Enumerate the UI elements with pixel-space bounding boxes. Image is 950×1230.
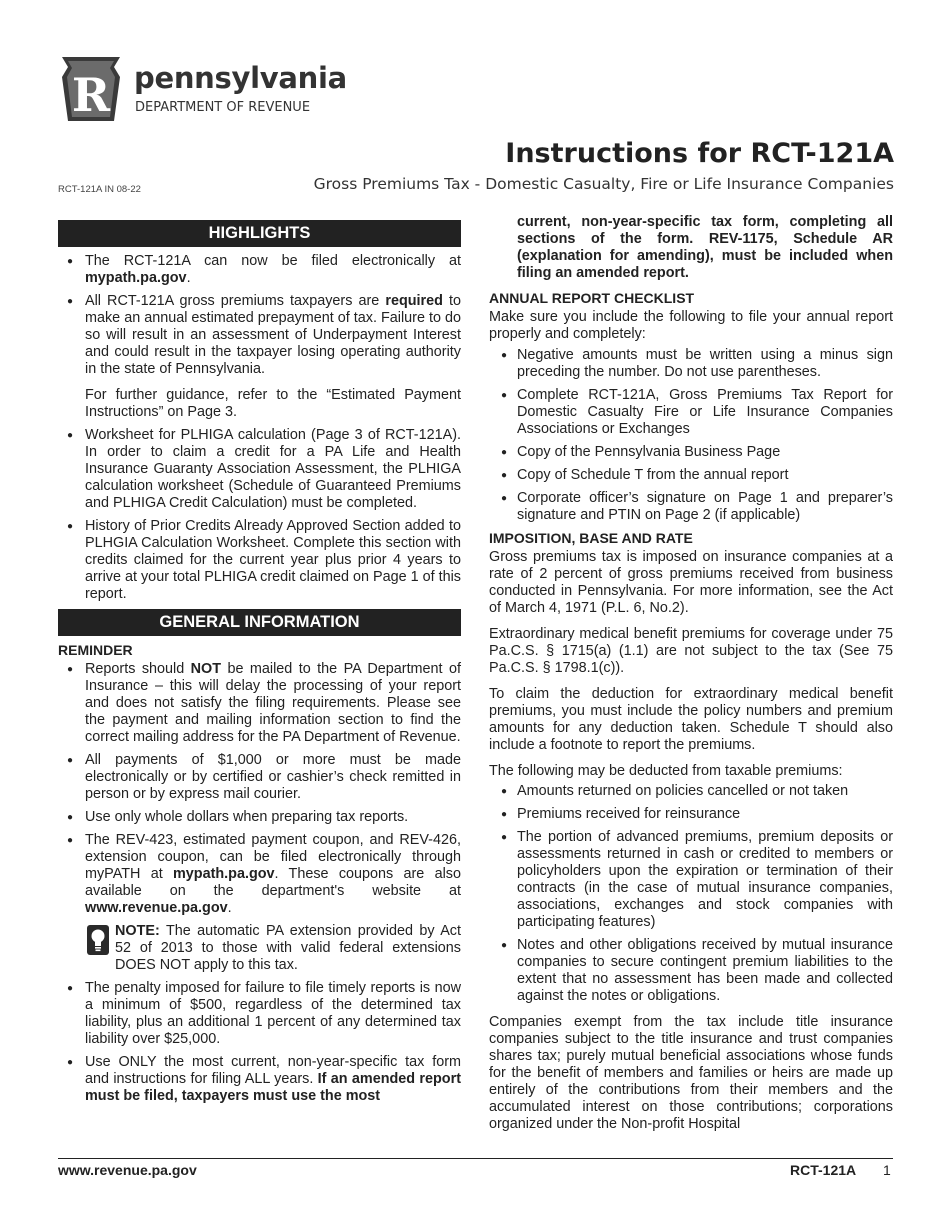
revenue-website-link[interactable]: www.revenue.pa.gov	[85, 900, 228, 916]
amended-report-continued: current, non-year-specific tax form, completing all sections of the form. REV-1175, Schedule AR (explanation for amending), must be included when filing an amended report.	[517, 214, 893, 281]
checklist-intro: Make sure you include the following to file your annual report properly and completely:	[489, 309, 893, 342]
keystone-icon	[58, 55, 124, 123]
checklist-list	[489, 347, 893, 524]
highlight-text: The RCT-121A can now be filed electronically at	[85, 253, 461, 269]
reminder-emphasis: NOT	[190, 661, 222, 677]
reminder-item	[58, 661, 461, 746]
document-subtitle: Gross Premiums Tax - Domestic Casualty, Fire or Life Insurance Companies	[313, 175, 894, 193]
deduction-item: ● Premiums received for reinsurance	[489, 806, 893, 823]
document-title: Instructions for RCT-121A	[505, 138, 894, 169]
deductions-list	[489, 783, 893, 1005]
exempt-companies-paragraph: Companies exempt from the tax include title insurance companies subject to the title insurance and trust companies shares tax; purely mutual beneficial associations whose funds for the benefit of members and families or heirs are made up entirely of the contributions from their members and the accumulated interest on those contributions; corporations organized under the Non-profit Hospital	[489, 1014, 893, 1132]
deduction-item: ● The portion of advanced premiums, premium deposits or assessments returned in cash or credited to members or policyholders upon the expiration or termination of their contracts (in the case of mutual insurance companies, associations, exchanges and stock companies with participating features)	[489, 829, 893, 931]
highlights-list	[58, 253, 461, 603]
deduction-item: ● Notes and other obligations received by mutual insurance companies to secure contingent premium liabilities to the extent that no assessment has been made and collected against the notes or obligations.	[489, 937, 893, 1005]
note-callout	[85, 923, 461, 974]
footer-website-link[interactable]: www.revenue.pa.gov	[58, 1162, 197, 1178]
highlight-item	[58, 253, 461, 287]
checklist-item: ● Corporate officer’s signature on Page 1 and preparer’s signature and PTIN on Page 2 (if applicable)	[489, 490, 893, 524]
note-text: The automatic PA extension provided by Act 52 of 2013 to those with valid federal extensions DOES NOT apply to this tax.	[115, 923, 461, 973]
imposition-paragraph: The following may be deducted from taxable premiums:	[489, 763, 843, 779]
svg-text:R: R	[71, 68, 111, 122]
page-number: 1	[883, 1162, 891, 1178]
highlight-text: .	[186, 270, 191, 286]
checklist-item: ● Copy of Schedule T from the annual report	[489, 467, 893, 484]
highlight-guidance: For further guidance, refer to the “Estimated Payment Instructions” on Page 3.	[85, 387, 461, 420]
note-label: NOTE:	[115, 923, 160, 939]
imposition-paragraph: To claim the deduction for extraordinary medical benefit premiums, you must include the policy numbers and premium amounts for any deduction taken. Schedule T should also include a footnote to report the premiums.	[489, 686, 893, 753]
footer-form-name: RCT-121A	[790, 1162, 857, 1178]
highlight-emphasis: required	[385, 293, 443, 309]
imposition-paragraph: Gross premiums tax is imposed on insurance companies at a rate of 2 percent of gross premiums received from business conducted in Pennsylvania. For more information, see the Act of March 4, 1971 (P.L. 6, No.2).	[489, 549, 893, 616]
mypath-link[interactable]: mypath.pa.gov	[172, 866, 275, 882]
deduction-item: ● Amounts returned on policies cancelled or not taken	[489, 783, 893, 800]
highlights-heading: HIGHLIGHTS	[58, 220, 461, 247]
reminder-item	[58, 1054, 461, 1105]
footer-rule	[58, 1158, 893, 1159]
mypath-link[interactable]: mypath.pa.gov	[85, 270, 187, 286]
logo-wordmark: pennsylvania	[134, 61, 347, 95]
form-code: RCT-121A IN 08-22	[58, 184, 141, 195]
reminder-text: Use ONLY the most current, non-year-specific tax form and instructions for filing ALL years.	[85, 1054, 461, 1087]
reminder-text: Reports should	[85, 661, 191, 677]
highlight-item: ● History of Prior Credits Already Approved Section added to PLHGIA Calculation Worksheet. Complete this section with credits claimed for the current year plus prior 4 years to arrive at your total PLHIGA credit claimed on Page 1 of this report.	[58, 518, 461, 603]
logo-department: DEPARTMENT OF REVENUE	[135, 100, 311, 115]
highlight-item: ● Worksheet for PLHIGA calculation (Page 3 of RCT-121A). In order to claim a credit for a PA Life and Health Insurance Guaranty Association Assessment, the PLHIGA calculation worksheet (Schedule of Guaranteed Premiums and PLHIGA Credit Calculation) must be completed.	[58, 427, 461, 512]
highlight-item	[58, 293, 461, 421]
checklist-item: ● Negative amounts must be written using a minus sign preceding the number. Do not use parentheses.	[489, 347, 893, 381]
general-info-heading: GENERAL INFORMATION	[58, 609, 461, 636]
reminder-text: .	[227, 900, 232, 916]
checklist-item: ● Copy of the Pennsylvania Business Page	[489, 444, 893, 461]
lightbulb-icon	[87, 925, 109, 955]
reminder-emphasis: If an amended report must be filed, taxpayers must use the most	[85, 1071, 461, 1104]
reminder-item: ● All payments of $1,000 or more must be made electronically or by certified or cashier’s check remitted in person or by express mail courier.	[58, 752, 461, 803]
left-column	[58, 220, 461, 1111]
reminder-item	[58, 832, 461, 917]
checklist-item: ● Complete RCT-121A, Gross Premiums Tax Report for Domestic Casualty Fire or Life Insurance Companies Associations or Exchanges	[489, 387, 893, 438]
reminder-text: The REV-423, estimated payment coupon, and REV-426, extension coupon, can be filed electronically through myPATH at	[85, 832, 461, 882]
pa-revenue-logo	[58, 55, 348, 125]
highlight-text: All RCT-121A gross premiums taxpayers are	[85, 293, 386, 309]
imposition-paragraph: Extraordinary medical benefit premiums for coverage under 75 Pa.C.S. § 1715(a) (1.1) are not subject to the tax (See 75 Pa.C.S. § 1798.1(c)).	[489, 626, 893, 676]
reminder-text: . These coupons are also available on the department's website at	[85, 866, 461, 899]
reminder-list	[58, 661, 461, 917]
reminder-item: ● The penalty imposed for failure to file timely reports is now a minimum of $500, regardless of the determined tax liability, plus an additional 1 percent of any determined tax liability over $25,000.	[58, 980, 461, 1048]
reminder-list-cont	[58, 980, 461, 1105]
right-column	[489, 214, 893, 1133]
reminder-item: ● Use only whole dollars when preparing tax reports.	[58, 809, 461, 826]
reminder-heading: REMINDER	[58, 642, 133, 658]
reminder-text: be mailed to the PA Department of Insurance – this will delay the processing of your report and does not satisfy the filing requirements. Please see the payment and mailing information section to find the correct mailing address for the PA Department of Revenue.	[85, 661, 461, 745]
imposition-heading: IMPOSITION, BASE AND RATE	[489, 530, 693, 546]
highlight-text: to make an annual estimated prepayment of tax. Failure to do so will result in an assessment of Underpayment Interest and could result in the taxpayer losing operating authority in the state of Pennsylvania.	[85, 293, 462, 377]
checklist-heading: ANNUAL REPORT CHECKLIST	[489, 290, 695, 306]
